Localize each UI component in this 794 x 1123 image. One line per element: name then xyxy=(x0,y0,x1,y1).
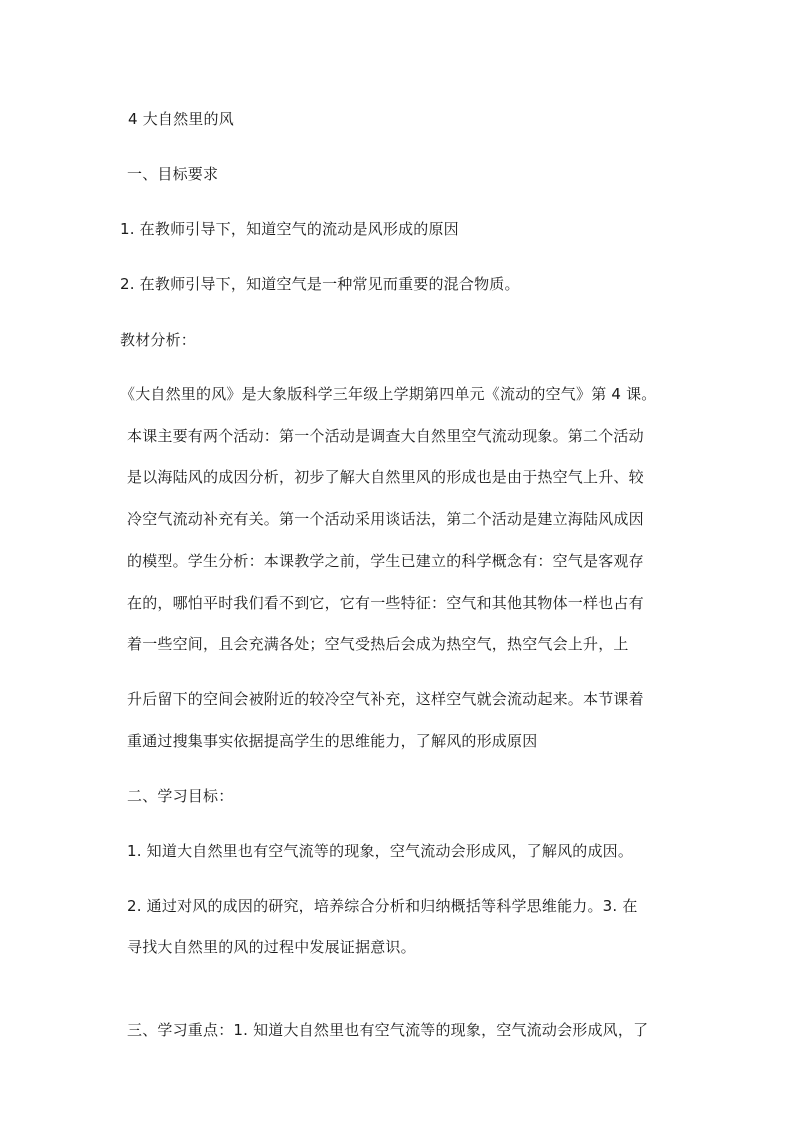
objective-item-2-line-1: 2. 通过对风的成因的研究，培养综合分析和归纳概括等科学思维能力。3. 在 xyxy=(127,897,638,915)
analysis-line-9: 重通过搜集事实依据提高学生的思维能力，了解风的形成原因 xyxy=(127,732,538,750)
section-heading-key-points: 三、学习重点：1. 知道大自然里也有空气流等的现象，空气流动会形成风，了 xyxy=(127,1021,649,1039)
analysis-line-7: 着一些空间，且会充满各处；空气受热后会成为热空气，热空气会上升，上 xyxy=(127,635,629,653)
section-heading-objectives: 二、学习目标： xyxy=(127,787,234,805)
goal-item-2: 2. 在教师引导下，知道空气是一种常见而重要的混合物质。 xyxy=(120,275,520,293)
objective-item-1: 1. 知道大自然里也有空气流等的现象，空气流动会形成风，了解风的成因。 xyxy=(127,842,634,860)
section-heading-goals: 一、目标要求 xyxy=(127,165,219,183)
analysis-line-8: 升后留下的空间会被附近的较冷空气补充，这样空气就会流动起来。本节课着 xyxy=(127,690,644,708)
analysis-line-2: 本课主要有两个活动：第一个活动是调查大自然里空气流动现象。第二个活动 xyxy=(127,427,644,445)
analysis-line-6: 在的，哪怕平时我们看不到它，它有一些特征：空气和其他其物体一样也占有 xyxy=(127,594,644,612)
document-title: 4 大自然里的风 xyxy=(128,110,234,128)
analysis-heading: 教材分析： xyxy=(120,331,197,349)
objective-item-2-line-2: 寻找大自然里的风的过程中发展证据意识。 xyxy=(127,938,416,956)
goal-item-1: 1. 在教师引导下，知道空气的流动是风形成的原因 xyxy=(120,220,459,238)
analysis-line-3: 是以海陆风的成因分析，初步了解大自然里风的形成也是由于热空气上升、较 xyxy=(127,468,644,486)
analysis-line-1: 《大自然里的风》是大象版科学三年级上学期第四单元《流动的空气》第 4 课。 xyxy=(120,385,657,403)
analysis-line-5: 的模型。学生分析：本课教学之前，学生已建立的科学概念有：空气是客观存 xyxy=(127,552,644,570)
analysis-line-4: 冷空气流动补充有关。第一个活动采用谈话法，第二个活动是建立海陆风成因 xyxy=(127,510,644,528)
